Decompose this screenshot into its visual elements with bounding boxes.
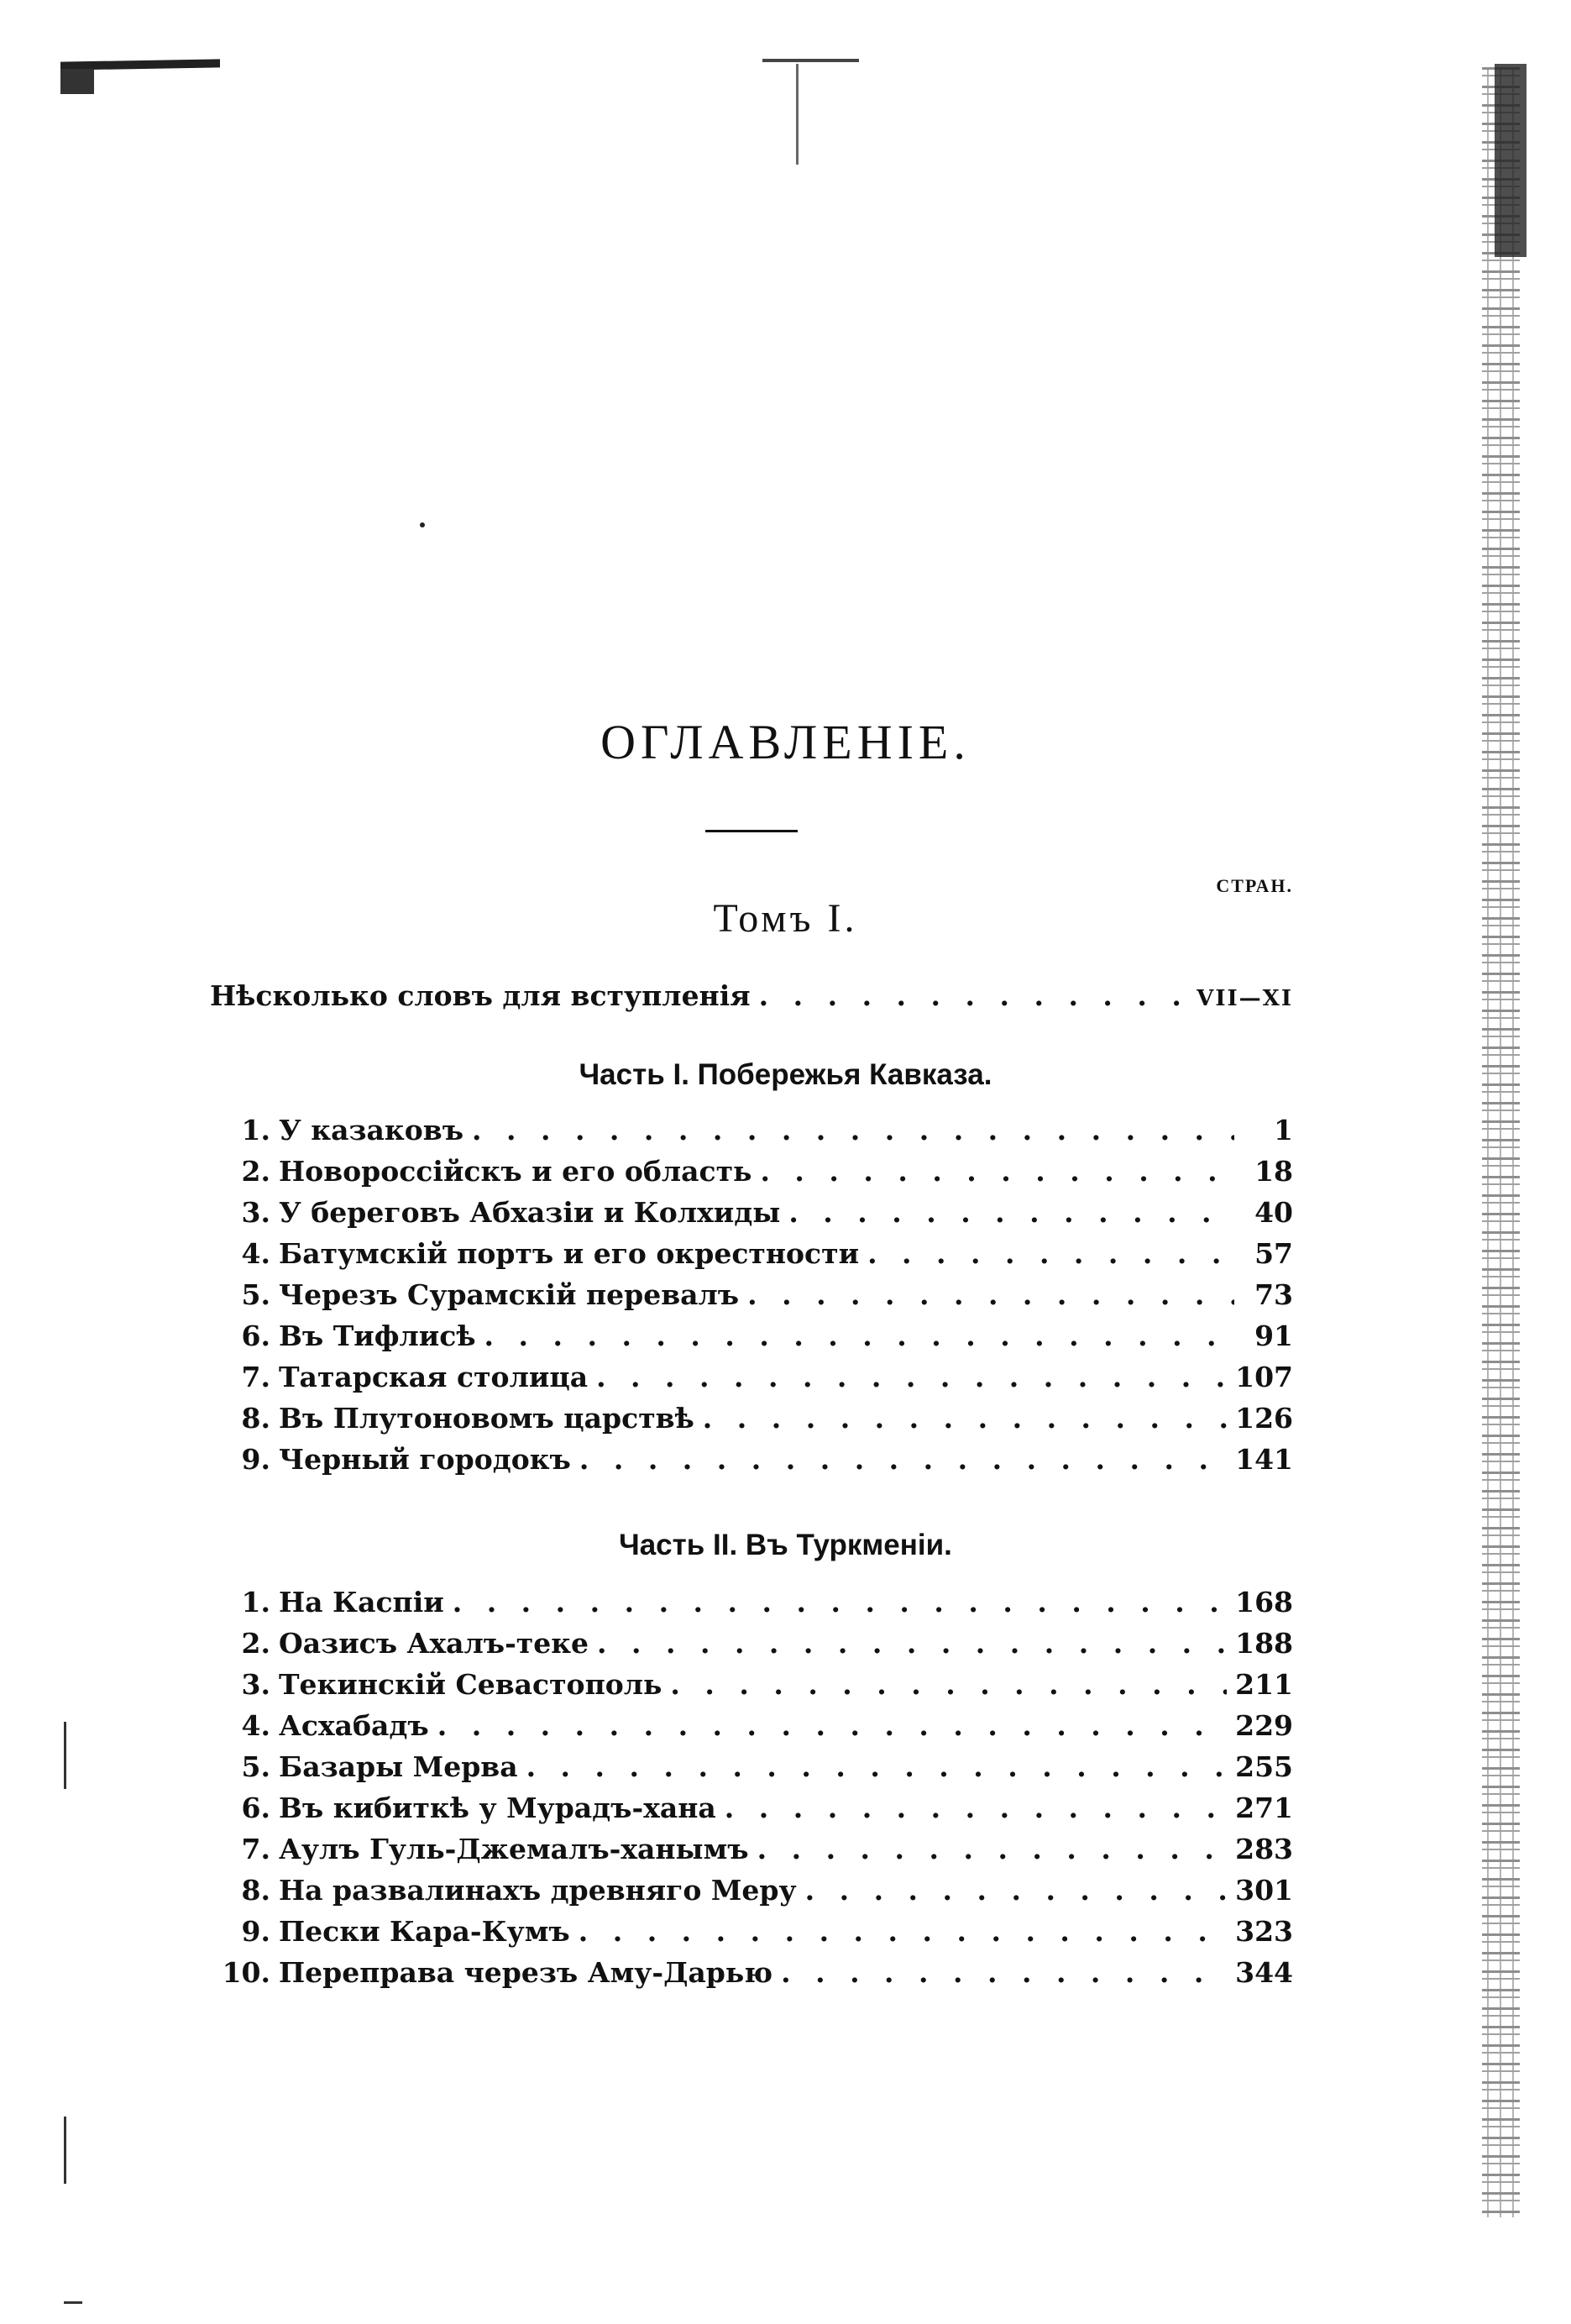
toc-entry-page: 168: [1235, 1586, 1293, 1618]
scan-left-tick: [64, 2301, 82, 2304]
toc-entry-number: 5.: [241, 1750, 270, 1783]
toc-entry-page: 1: [1274, 1114, 1293, 1146]
pages-column-label: СТРАН.: [1216, 875, 1293, 896]
toc-entry-label: На развалинахъ древняго Меру: [279, 1874, 797, 1907]
toc-entry-label: Черный городокъ: [279, 1443, 571, 1476]
toc-entry-number: 9.: [241, 1915, 270, 1948]
toc-entry: [210, 1915, 1293, 1952]
toc-entry-label: Нѣсколько словъ для вступленія: [210, 979, 751, 1012]
page-title: ОГЛАВЛЕНІЕ.: [600, 715, 971, 769]
dot-leader: [670, 1668, 1227, 1701]
toc-entry-number: 4.: [241, 1237, 270, 1270]
toc-entry-label: Черезъ Сурамскій перевалъ: [279, 1278, 740, 1311]
part-heading: Часть I. Побережья Кавказа.: [579, 1058, 992, 1091]
toc-entry-number: 5.: [241, 1278, 270, 1311]
toc-entry-number: 8.: [241, 1874, 270, 1907]
part-heading: Часть II. Въ Туркменіи.: [619, 1529, 952, 1561]
toc-entry-label: Асхабадъ: [279, 1709, 429, 1742]
toc-entry-number: 2.: [241, 1627, 270, 1660]
toc-entry-number: 8.: [241, 1402, 270, 1435]
dot-leader: [596, 1361, 1227, 1393]
dot-leader: [781, 1956, 1227, 1989]
toc-entry-label: Пески Кара-Кумъ: [279, 1915, 570, 1948]
toc-entry-label: Переправа черезъ Аму-Дарью: [279, 1956, 773, 1989]
dot-leader: [867, 1237, 1234, 1270]
toc-entry-label: У казаковъ: [279, 1114, 464, 1146]
dot-leader: [437, 1709, 1227, 1742]
toc-entry: [210, 1833, 1293, 1870]
toc-entry: [210, 1361, 1293, 1398]
dot-leader: [760, 1155, 1234, 1188]
volume-heading: Томъ I.: [713, 896, 858, 941]
toc-entry-label: На Каспіи: [279, 1586, 444, 1618]
toc-entry-page: 323: [1235, 1915, 1293, 1948]
toc-entry: [210, 1319, 1293, 1356]
toc-entry-page: 344: [1235, 1956, 1293, 1989]
dot-leader: [472, 1114, 1234, 1146]
toc-entry-label: Въ Плутоновомъ царствѣ: [279, 1402, 694, 1435]
toc-entry: [210, 1956, 1293, 1993]
scan-dot: [420, 522, 425, 527]
toc-entry-label: У береговъ Абхазіи и Колхиды: [279, 1196, 781, 1229]
toc-entry-number: 9.: [241, 1443, 270, 1476]
toc-entry: [210, 1155, 1293, 1192]
toc-entry-page: 211: [1235, 1668, 1293, 1701]
toc-entry: [210, 1237, 1293, 1274]
toc-entry: [210, 1114, 1293, 1151]
toc-entry: [210, 1709, 1293, 1746]
toc-entry-page: 255: [1235, 1750, 1293, 1783]
toc-entry-page: 271: [1235, 1792, 1293, 1824]
toc-entry-page: 283: [1235, 1833, 1293, 1865]
toc-entry-intro: [210, 979, 1293, 1016]
scan-right-edge: [1482, 67, 1520, 2217]
toc-entry-page: 126: [1235, 1402, 1293, 1435]
toc-entry-page: 57: [1254, 1237, 1293, 1270]
dot-leader: [725, 1792, 1227, 1824]
toc-entry-number: 1.: [241, 1586, 270, 1618]
toc-entry-label: Текинскій Севастополь: [279, 1668, 662, 1701]
toc-entry-label: Оазисъ Ахалъ-теке: [279, 1627, 589, 1660]
dot-leader: [805, 1874, 1228, 1907]
toc-entry-page: VII—XI: [1197, 986, 1293, 1011]
scan-left-tick: [64, 2117, 66, 2184]
toc-entry-page: 229: [1235, 1709, 1293, 1742]
scan-top-mark: [762, 59, 859, 62]
toc-entry-page: 91: [1254, 1319, 1293, 1352]
toc-entry-label: Новороссійскъ и его область: [279, 1155, 752, 1188]
toc-entry: [210, 1402, 1293, 1439]
toc-entry-number: 10.: [222, 1956, 270, 1989]
dot-leader: [759, 979, 1189, 1012]
title-rule: [705, 830, 798, 832]
dot-leader: [526, 1750, 1228, 1783]
toc-entry-label: Въ кибиткѣ у Мурадъ-хана: [279, 1792, 716, 1824]
toc-entry-number: 3.: [241, 1196, 270, 1229]
toc-entry-label: Татарская столица: [279, 1361, 589, 1393]
toc-entry-page: 40: [1254, 1196, 1293, 1229]
toc-entry-number: 1.: [241, 1114, 270, 1146]
toc-entry: [210, 1586, 1293, 1623]
dot-leader: [747, 1278, 1234, 1311]
toc-entry-label: Батумскій портъ и его окрестности: [279, 1237, 860, 1270]
dot-leader: [788, 1196, 1234, 1229]
dot-leader: [757, 1833, 1228, 1865]
dot-leader: [453, 1586, 1227, 1618]
toc-entry: [210, 1443, 1293, 1480]
toc-entry-number: 6.: [241, 1319, 270, 1352]
dot-leader: [579, 1443, 1227, 1476]
toc-entry: [210, 1668, 1293, 1705]
dot-leader: [484, 1319, 1234, 1352]
scan-right-corner: [1495, 64, 1526, 257]
toc-entry-page: 188: [1235, 1627, 1293, 1660]
toc-entry-page: 73: [1254, 1278, 1293, 1311]
toc-entry-label: Аулъ Гуль-Джемалъ-ханымъ: [279, 1833, 749, 1865]
toc-entry: [210, 1278, 1293, 1315]
scan-left-tick: [64, 1722, 66, 1789]
toc-entry: [210, 1792, 1293, 1828]
scan-top-mark: [796, 64, 799, 165]
toc-entry-page: 18: [1254, 1155, 1293, 1188]
dot-leader: [579, 1915, 1227, 1948]
dot-leader: [597, 1627, 1227, 1660]
toc-entry-page: 301: [1235, 1874, 1293, 1907]
toc-entry-number: 3.: [241, 1668, 270, 1701]
toc-entry-label: Базары Мерва: [279, 1750, 518, 1783]
dot-leader: [703, 1402, 1227, 1435]
toc-entry: [210, 1627, 1293, 1664]
toc-entry-number: 4.: [241, 1709, 270, 1742]
toc-entry: [210, 1874, 1293, 1911]
toc-entry-number: 2.: [241, 1155, 270, 1188]
toc-entry-number: 7.: [241, 1361, 270, 1393]
toc-entry-page: 141: [1235, 1443, 1293, 1476]
toc-entry-number: 7.: [241, 1833, 270, 1865]
toc-entry-number: 6.: [241, 1792, 270, 1824]
toc-entry-label: Въ Тифлисѣ: [279, 1319, 476, 1352]
scan-edge-mark: [60, 69, 94, 94]
toc-entry: [210, 1196, 1293, 1233]
toc-entry-page: 107: [1235, 1361, 1293, 1393]
toc-entry: [210, 1750, 1293, 1787]
